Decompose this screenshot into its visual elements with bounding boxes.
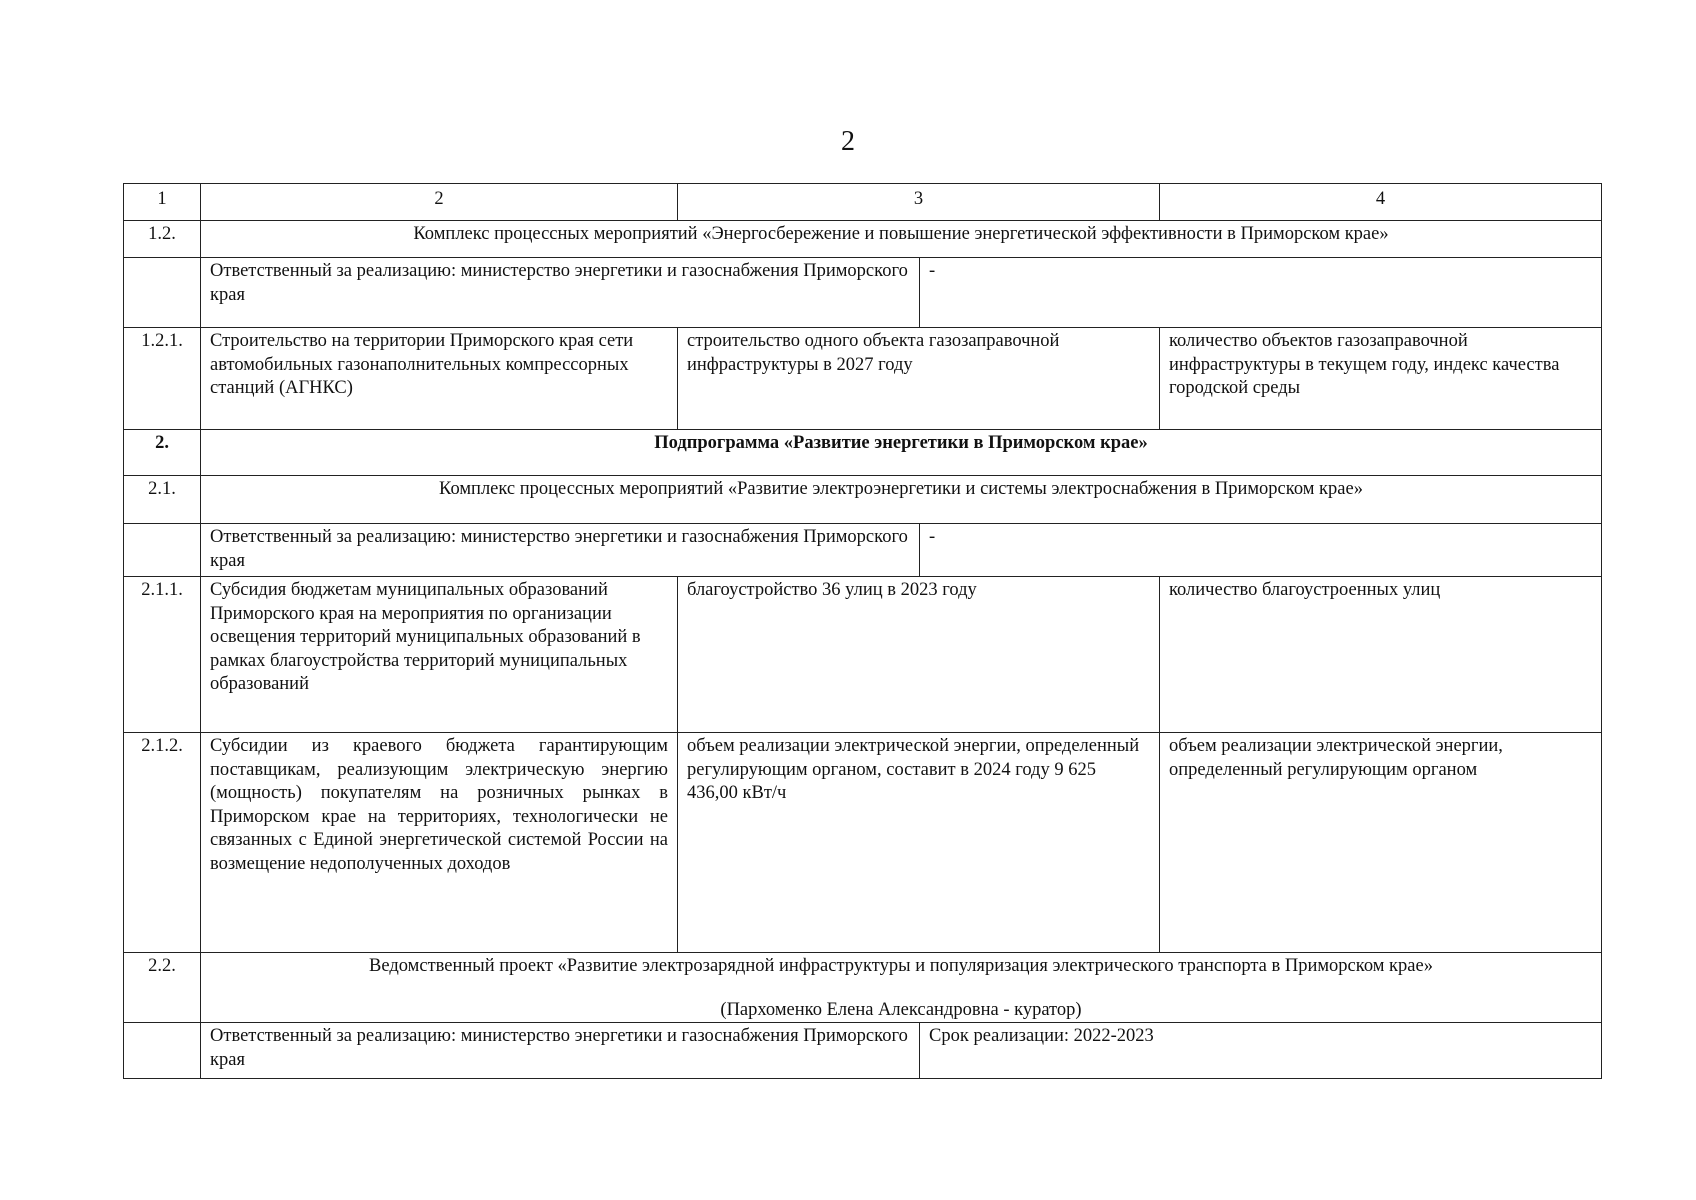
table-row [124, 221, 1602, 258]
table-header-row [124, 184, 1602, 221]
table-row [124, 953, 1602, 1023]
subprogram-title: Подпрограмма «Развитие энергетики в Приморском крае» [201, 430, 1602, 476]
program-table [123, 183, 1602, 1079]
row-number: 1.2. [124, 221, 201, 258]
responsible-cell: Ответственный за реализацию: министерство энергетики и газоснабжения Приморского края [201, 258, 920, 328]
responsible-extra-cell: - [920, 524, 1602, 577]
project-curator: (Пархоменко Елена Александровна - куратор) [720, 999, 1082, 1020]
row-number: 1.2.1. [124, 328, 201, 430]
result-cell: благоустройство 36 улиц в 2023 году [678, 577, 1160, 733]
header-col-3: 3 [678, 184, 1160, 221]
indicator-cell: количество благоустроенных улиц [1160, 577, 1602, 733]
responsible-extra-cell: - [920, 258, 1602, 328]
measure-cell: Субсидии из краевого бюджета гарантирующим поставщикам, реализующим электрическую энергию (мощность) покупателям на розничных рынках в Приморском крае на территориях, технологически не связанных с Единой энергетической системой России на возмещение недополученных доходов [201, 733, 678, 953]
indicator-cell: объем реализации электрической энергии, определенный регулирующим органом [1160, 733, 1602, 953]
project-title: Ведомственный проект «Развитие электрозарядной инфраструктуры и популяризация электрического транспорта в Приморском крае» [369, 956, 1433, 976]
row-number-empty [124, 1023, 201, 1079]
section-title: Комплекс процессных мероприятий «Энергосбережение и повышение энергетической эффективности в Приморском крае» [201, 221, 1602, 258]
project-title-cell [201, 953, 1602, 1023]
table-row [124, 328, 1602, 430]
responsible-cell: Ответственный за реализацию: министерство энергетики и газоснабжения Приморского края [201, 524, 920, 577]
header-col-4: 4 [1160, 184, 1602, 221]
table-row [124, 430, 1602, 476]
table-row [124, 258, 1602, 328]
row-number-empty [124, 258, 201, 328]
row-number: 2.1.2. [124, 733, 201, 953]
measure-cell: Строительство на территории Приморского края сети автомобильных газонаполнительных компрессорных станций (АГНКС) [201, 328, 678, 430]
indicator-cell: количество объектов газозаправочной инфраструктуры в текущем году, индекс качества городской среды [1160, 328, 1602, 430]
row-number: 2.2. [124, 953, 201, 1023]
header-col-2: 2 [201, 184, 678, 221]
measure-cell: Субсидия бюджетам муниципальных образований Приморского края на мероприятия по организации освещения территорий муниципальных образований в рамках благоустройства территорий муниципальных образований [201, 577, 678, 733]
implementation-period-cell: Срок реализации: 2022-2023 [920, 1023, 1602, 1079]
table-row [124, 733, 1602, 953]
page-number: 2 [841, 126, 855, 157]
table-row [124, 1023, 1602, 1079]
row-number: 2.1. [124, 476, 201, 524]
table-row [124, 524, 1602, 577]
result-cell: объем реализации электрической энергии, определенный регулирующим органом, составит в 2024 году 9 625 436,00 кВт/ч [678, 733, 1160, 953]
row-number: 2. [124, 430, 201, 476]
row-number: 2.1.1. [124, 577, 201, 733]
section-title: Комплекс процессных мероприятий «Развитие электроэнергетики и системы электроснабжения в Приморском крае» [201, 476, 1602, 524]
table-row [124, 577, 1602, 733]
header-col-1: 1 [124, 184, 201, 221]
table-row [124, 476, 1602, 524]
row-number-empty [124, 524, 201, 577]
responsible-cell: Ответственный за реализацию: министерство энергетики и газоснабжения Приморского края [201, 1023, 920, 1079]
result-cell: строительство одного объекта газозаправочной инфраструктуры в 2027 году [678, 328, 1160, 430]
